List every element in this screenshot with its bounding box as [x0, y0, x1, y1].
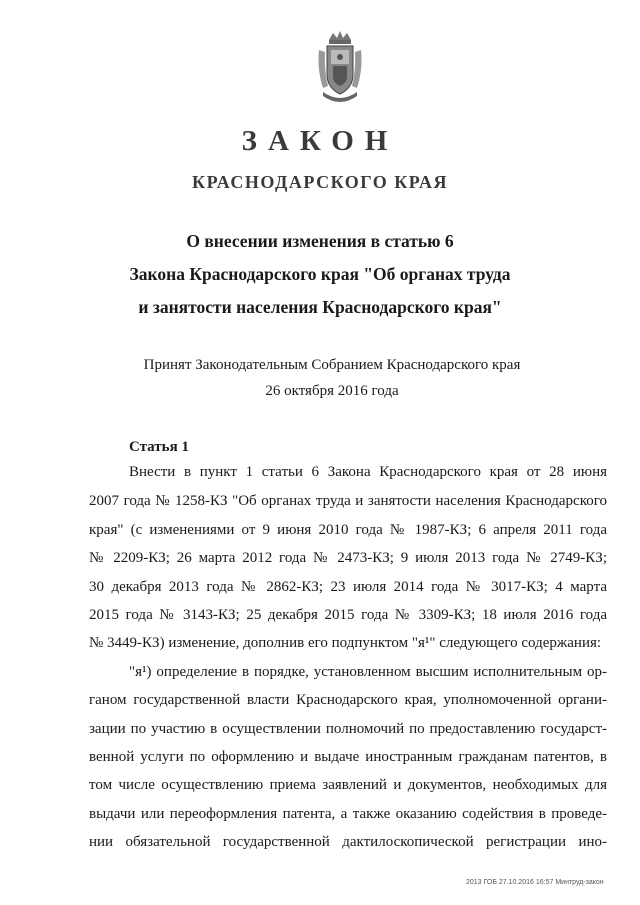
article-text-line: № 2209-КЗ; 26 марта 2012 года № 2473-КЗ; 9 июля 2013 года № 2749-КЗ;	[89, 550, 607, 566]
article-text-line: ганом государственной власти Краснодарского края, уполномоченной органи-	[89, 692, 607, 708]
article-text-line: 30 декабря 2013 года № 2862-КЗ; 23 июля 2014 года № 3017-КЗ; 4 марта	[89, 579, 607, 595]
article-text-line: венной услуги по оформлению и выдаче иностранным гражданам патентов, в	[89, 749, 607, 765]
adoption-note: Принят Законодательным Собранием Краснодарского края	[143, 357, 521, 373]
article-text-line: края" (с изменениями от 9 июня 2010 года № 1987-КЗ; 6 апреля 2011 года	[89, 522, 607, 538]
document-subtitle: КРАСНОДАРСКОГО КРАЯ	[192, 172, 448, 192]
article-text-line: 2007 года № 1258-КЗ "Об органах труда и занятости населения Краснодарского	[89, 493, 607, 509]
article-text-line: выдачи или переоформления патента, а также оказанию содействия в проведе-	[89, 806, 607, 822]
law-heading-line: О внесении изменения в статью 6	[186, 231, 454, 251]
article-text-line: № 3449-КЗ) изменение, дополнив его подпунктом "я¹" следующего содержания:	[89, 635, 602, 651]
article-text-line: "я¹) определение в порядке, установленном высшим исполнительным ор-	[129, 664, 607, 680]
adoption-date: 26 октября 2016 года	[265, 383, 399, 399]
article-text-line: Внести в пункт 1 статьи 6 Закона Краснодарского края от 28 июня	[129, 464, 607, 480]
article-text-line: том числе осуществлению приема заявлений и документов, необходимых для	[89, 777, 607, 793]
krasnodar-coat-of-arms-icon	[315, 30, 365, 106]
law-heading-line: Закона Краснодарского края "Об органах труда	[129, 264, 511, 284]
footer-registration-note: 2013 ГОБ 27.10.2016 16:57 Минтруд-закон	[466, 879, 604, 886]
document-title: ЗАКОН	[241, 125, 399, 157]
law-heading-line: и занятости населения Краснодарского края"	[138, 297, 502, 317]
article-text-line: 2015 года № 3143-КЗ; 25 декабря 2015 года № 3309-КЗ; 18 июля 2016 года	[89, 607, 607, 623]
article-text-line: нии обязательной государственной дактилоскопической регистрации ино-	[89, 834, 607, 850]
article-title: Статья 1	[129, 439, 189, 455]
article-text-line: зации по участию в осуществлении полномочий по предоставлению государст-	[89, 721, 607, 737]
